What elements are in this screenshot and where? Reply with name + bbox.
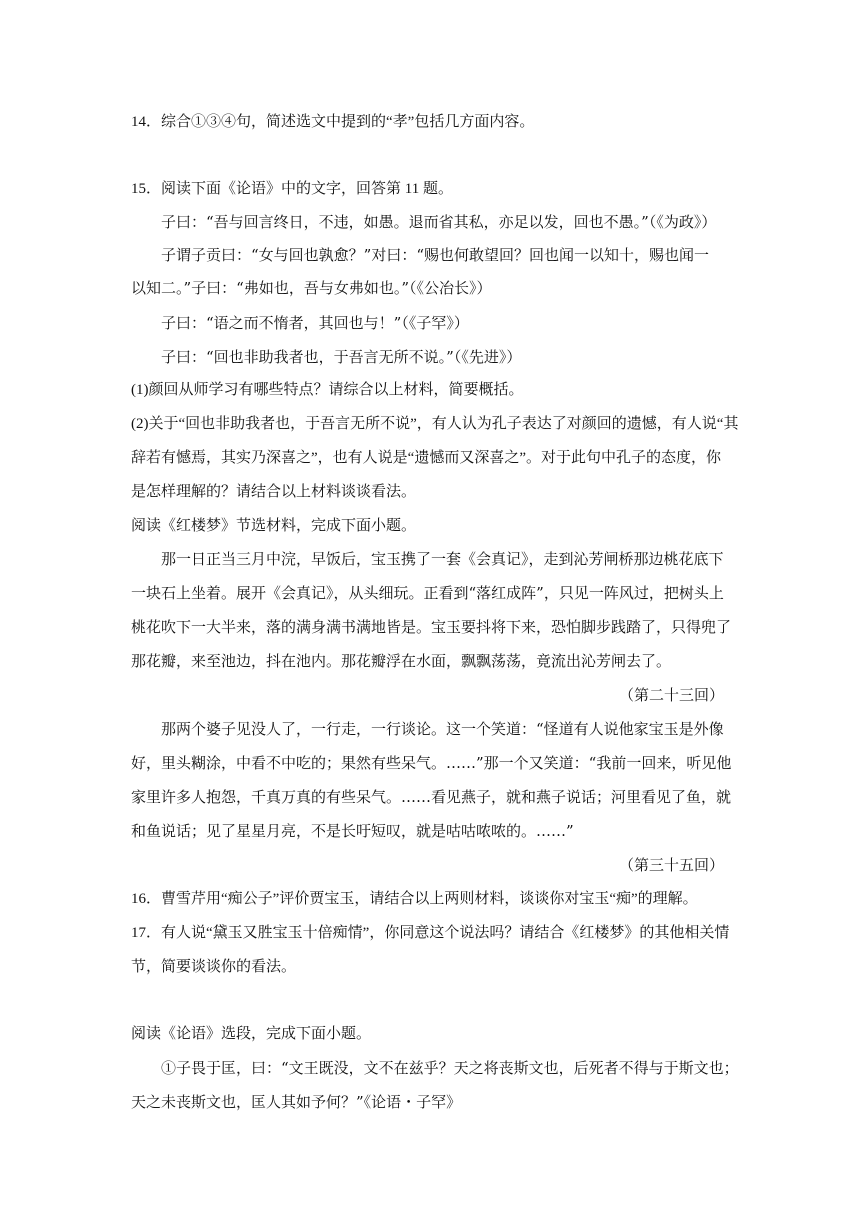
- passage-xianjin: 子曰：“回也非助我者也，于吾言无所不说。”（《先进》）: [161, 348, 522, 366]
- lunyu-passage1-line2: 天之未丧斯文也，匡人其如予何？”《论语・子罕》: [131, 1093, 462, 1111]
- hlm-passage2-line1: 那两个婆子见没人了，一行走，一行谈论。这一个笑道：“怪道有人说他家宝玉是外像: [161, 720, 724, 738]
- lunyu-intro: 阅读《论语》选段，完成下面小题。: [131, 1026, 372, 1042]
- subquestion-1: (1)颜回从师学习有哪些特点？请综合以上材料，简要概括。: [131, 382, 524, 398]
- subquestion-2-line3: 是怎样理解的？请结合以上材料谈谈看法。: [131, 484, 417, 500]
- hlm-passage1-line3: 桃花吹下一大半来，落的满身满书满地皆是。宝玉要抖将下来，恐怕脚步践踏了，只得兜了: [131, 618, 732, 636]
- hlm-passage1-line4: 那花瓣，来至池边，抖在池内。那花瓣浮在水面，飘飘荡荡，竟流出沁芳闸去了。: [131, 652, 672, 670]
- passage-zihan: 子曰：“语之而不惰者，其回也与！”（《子罕》）: [161, 314, 469, 332]
- lunyu-passage1-line1: ①子畏于匡，曰：“文王既没，文不在兹乎？天之将丧斯文也，后死者不得与于斯文也；: [161, 1059, 739, 1077]
- question-15-intro: 15．阅读下面《论语》中的文字，回答第 11 题。: [131, 181, 453, 197]
- question-17-line1: 17．有人说“黛玉又胜宝玉十倍痴情”，你同意这个说法吗？请结合《红楼梦》的其他相关情: [131, 925, 730, 941]
- subquestion-2-line2: 辞若有憾焉，其实乃深喜之”，也有人说是“遗憾而又深喜之”。对于此句中孔子的态度，你: [131, 450, 721, 466]
- hlm-passage2-source: （第三十五回）: [618, 856, 724, 874]
- hlm-passage1-line2: 一块石上坐着。展开《会真记》，从头细玩。正看到“落红成阵”，只见一阵风过，把树头上: [131, 584, 724, 602]
- hlm-passage1-source: （第二十三回）: [618, 686, 724, 704]
- hlm-passage2-line4: 和鱼说话；见了星星月亮，不是长吁短叹，就是咕咕哝哝的。……”: [131, 822, 574, 840]
- hlm-passage2-line2: 好，里头糊涂，中看不中吃的；果然有些呆气。……”那一个又笑道：“我前一回来，听见他: [131, 754, 732, 772]
- passage-weizheng: 子曰：“吾与回言终日，不违，如愚。退而省其私，亦足以发，回也不愚。”（《为政》）: [161, 213, 717, 231]
- question-14: 14．综合①③④句，简述选文中提到的“孝”包括几方面内容。: [131, 114, 535, 130]
- question-17-line2: 节，简要谈谈你的看法。: [131, 959, 297, 975]
- hlm-passage2-line3: 家里许多人抱怨，千真万真的有些呆气。……看见燕子，就和燕子说话；河里看见了鱼，就: [131, 788, 732, 806]
- passage-gongyezhang-line1: 子谓子贡曰：“女与回也孰愈？”对曰：“赐也何敢望回？回也闻一以知十，赐也闻一: [161, 246, 710, 264]
- hongloumeng-intro: 阅读《红楼梦》节选材料，完成下面小题。: [131, 518, 417, 534]
- question-16: 16．曹雪芹用“痴公子”评价贾宝玉，请结合以上两则材料，谈谈你对宝玉“痴”的理解。: [131, 891, 698, 907]
- subquestion-2-line1: (2)关于“回也非助我者也，于吾言无所不说”，有人认为孔子表达了对颜回的遗憾，有人说“其: [131, 416, 739, 432]
- passage-gongyezhang-line2: 以知二。”子曰：“弗如也，吾与女弗如也。”（《公冶长》）: [131, 279, 492, 297]
- hlm-passage1-line1: 那一日正当三月中浣，早饭后，宝玉携了一套《会真记》，走到沁芳闸桥那边桃花底下: [161, 550, 724, 568]
